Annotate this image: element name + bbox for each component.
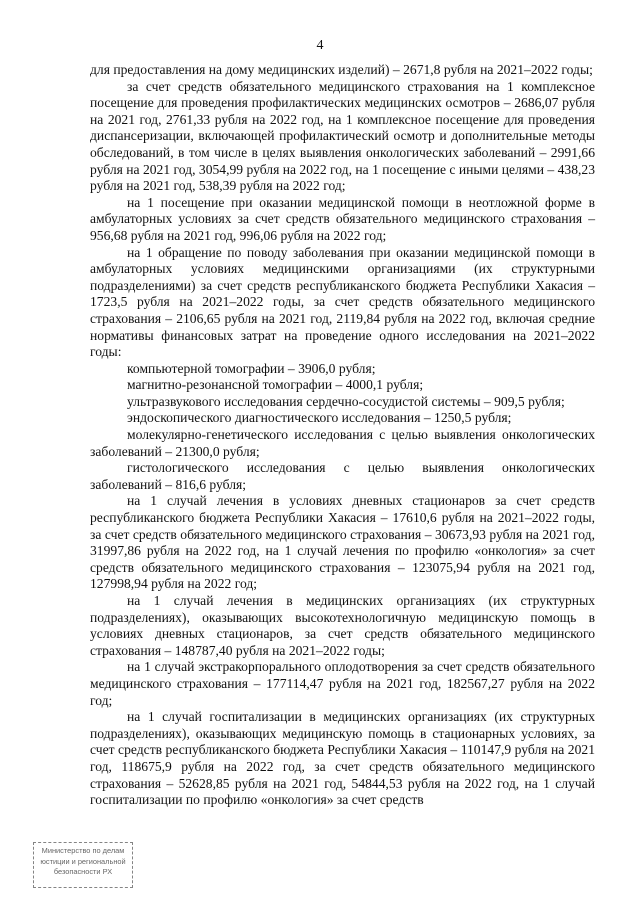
document-body (90, 62, 595, 809)
paragraph: на 1 обращение по поводу заболевания при оказании медицинской помощи в амбулаторных условиях медицинскими организациями (их структурными подразделениями) за счет средств республиканского бюджета Республики Хакасия – 1723,5 рубля на 2021–2022 годы, за счет средств обязательного медицинского страхования – 2106,65 рубля на 2021 год, 2119,84 рубля на 2022 год, включая средние нормативы финансовых затрат на проведение одного исследования на 2021–2022 годы: (90, 244, 595, 360)
stamp-line: юстиции и региональной (40, 856, 126, 866)
paragraph: для предоставления на дому медицинских изделий) – 2671,8 рубля на 2021–2022 годы; (90, 62, 593, 77)
paragraph: за счет средств обязательного медицинского страхования на 1 комплексное посещение для проведения профилактических медицинских осмотров – 2686,07 рубля на 2021 год, 2761,33 рубля на 2022 год, на 1 комплексное посещение для проведения диспансеризации, включающей профилактический осмотр и дополнительные методы обследований, в том числе в целях выявления онкологических заболеваний – 2991,66 рубля на 2021 год, 3054,99 рубля на 2022 год, на 1 посещение с иными целями – 438,23 рубля на 2021 год, 538,39 рубля на 2022 год; (90, 78, 595, 194)
list-item: эндоскопического диагностического исследования – 1250,5 рубля; (127, 410, 512, 426)
paragraph: на 1 посещение при оказании медицинской помощи в неотложной форме в амбулаторных условиях за счет средств обязательного медицинского страхования – 956,68 рубля на 2021 год, 996,06 рубля на 2022 год; (90, 194, 595, 243)
list-item: компьютерной томографии – 3906,0 рубля; (127, 360, 376, 376)
stamp-line: Министерство по делам (41, 846, 125, 855)
paragraph: молекулярно-генетического исследования с целью выявления онкологических заболеваний – 21300,0 рубля; (90, 427, 595, 459)
paragraph: на 1 случай госпитализации в медицинских организациях (их структурных подразделениях), оказывающих медицинскую помощь в стационарных условиях, за счет средств республиканского бюджета Республики Хакасия – 110147,9 рубля на 2021 год, 118675,9 рубля на 2022 год, за счет средств обязательного медицинского страхования – 52628,85 рубля на 2021 год, 54844,53 рубля на 2022 год, на 1 случай госпитализации по профилю «онкология» за счет средств (90, 709, 595, 808)
paragraph: на 1 случай лечения в медицинских организациях (их структурных подразделениях), оказывающих высокотехнологичную медицинскую помощь в условиях дневных стационаров, за счет средств обязательного медицинского страхования – 148787,40 рубля на 2021–2022 годы; (90, 593, 595, 658)
registration-stamp (33, 842, 133, 888)
list-item: ультразвукового исследования сердечно-сосудистой системы – 909,5 рубля; (127, 393, 565, 409)
page-number: 4 (316, 38, 324, 53)
paragraph: на 1 случай лечения в условиях дневных стационаров за счет средств республиканского бюджета Республики Хакасия – 17610,6 рубля на 2021–2022 годы, за счет средств обязательного медицинского страхования – 30673,93 рубля на 2021 год, 31997,86 рубля на 2022 год, на 1 случай лечения по профилю «онкология» за счет средств обязательного медицинского страхования – 123075,94 рубля на 2021 год, 127998,94 рубля на 2022 год; (90, 493, 595, 592)
paragraph: на 1 случай экстракорпорального оплодотворения за счет средств обязательного медицинского страхования – 177114,47 рубля на 2021 год, 182567,27 рубля на 2022 год; (90, 659, 595, 708)
paragraph: гистологического исследования с целью выявления онкологических заболеваний – 816,6 рубля; (90, 460, 595, 492)
stamp-line: безопасности РХ (53, 867, 113, 876)
list-item: магнитно-резонансной томографии – 4000,1 рубля; (127, 377, 424, 393)
